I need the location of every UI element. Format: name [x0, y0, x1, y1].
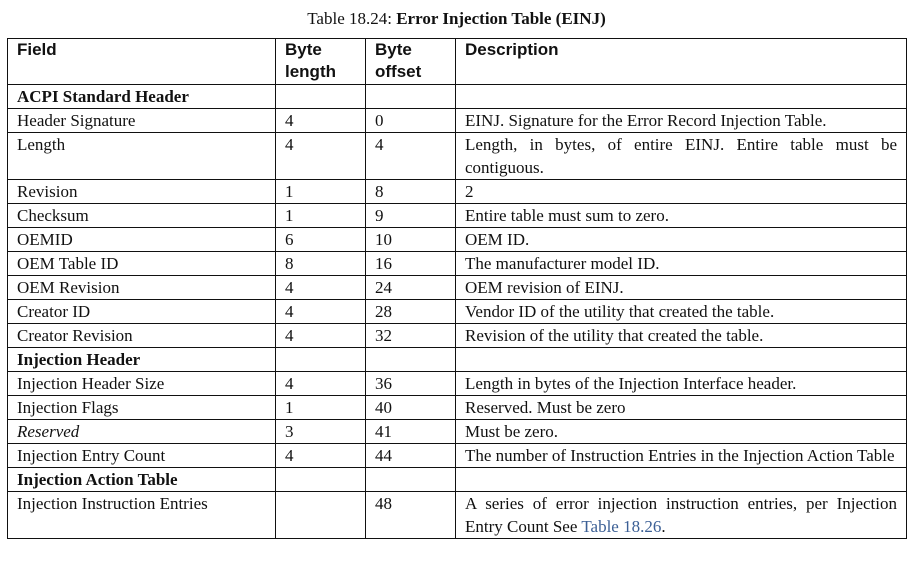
table-reference-link[interactable]: Table 18.26: [581, 517, 662, 536]
cell-length: 4: [276, 133, 366, 180]
cell-field: Header Signature: [8, 109, 276, 133]
cell-offset: 0: [366, 109, 456, 133]
cell-field: Creator Revision: [8, 324, 276, 348]
table-row: [8, 252, 907, 276]
cell-field: Injection Instruction Entries: [8, 492, 276, 539]
cell-desc: Entire table must sum to zero.: [456, 204, 907, 228]
table-row: [8, 204, 907, 228]
table-row: [8, 300, 907, 324]
cell-length: 4: [276, 276, 366, 300]
cell-length: 4: [276, 109, 366, 133]
cell-field: Revision: [8, 180, 276, 204]
cell-offset: 24: [366, 276, 456, 300]
cell-length: 1: [276, 180, 366, 204]
header-description: Description: [456, 39, 907, 85]
cell-offset: 8: [366, 180, 456, 204]
section-title: Injection Action Table: [8, 468, 276, 492]
cell-desc: EINJ. Signature for the Error Record Injection Table.: [456, 109, 907, 133]
cell-offset: 48: [366, 492, 456, 539]
cell-desc: OEM ID.: [456, 228, 907, 252]
header-row: [8, 39, 907, 85]
cell-field: OEMID: [8, 228, 276, 252]
cell-desc: OEM revision of EINJ.: [456, 276, 907, 300]
cell-field: Creator ID: [8, 300, 276, 324]
cell-field: Checksum: [8, 204, 276, 228]
table-row: [8, 109, 907, 133]
cell-desc: Must be zero.: [456, 420, 907, 444]
section-title: Injection Header: [8, 348, 276, 372]
cell-length: [276, 468, 366, 492]
cell-offset: 28: [366, 300, 456, 324]
table-row: [8, 324, 907, 348]
table-row: [8, 444, 907, 468]
cell-offset: 44: [366, 444, 456, 468]
cell-offset: 16: [366, 252, 456, 276]
caption-prefix: Table 18.24:: [307, 9, 397, 28]
table-row: [8, 133, 907, 180]
cell-field: Injection Entry Count: [8, 444, 276, 468]
cell-offset: 36: [366, 372, 456, 396]
cell-length: 3: [276, 420, 366, 444]
cell-length: 4: [276, 300, 366, 324]
table-row: [8, 396, 907, 420]
cell-field: Reserved: [8, 420, 276, 444]
cell-desc: 2: [456, 180, 907, 204]
cell-length: 4: [276, 444, 366, 468]
cell-offset: [366, 85, 456, 109]
cell-length: 1: [276, 396, 366, 420]
section-row: [8, 85, 907, 109]
cell-offset: [366, 468, 456, 492]
table-row: [8, 420, 907, 444]
cell-field: OEM Revision: [8, 276, 276, 300]
cell-length: 4: [276, 324, 366, 348]
cell-field: OEM Table ID: [8, 252, 276, 276]
einj-table: [7, 38, 907, 539]
cell-offset: 41: [366, 420, 456, 444]
cell-offset: 40: [366, 396, 456, 420]
cell-desc: [456, 468, 907, 492]
cell-desc: The manufacturer model ID.: [456, 252, 907, 276]
cell-desc: [456, 85, 907, 109]
table-row: [8, 276, 907, 300]
cell-desc: Reserved. Must be zero: [456, 396, 907, 420]
cell-field: Injection Flags: [8, 396, 276, 420]
header-byte-length: Byte length: [276, 39, 366, 85]
header-byte-offset: Byte offset: [366, 39, 456, 85]
table-row: [8, 228, 907, 252]
table-row: [8, 372, 907, 396]
cell-offset: [366, 348, 456, 372]
cell-desc: Length in bytes of the Injection Interface header.: [456, 372, 907, 396]
caption-title: Error Injection Table (EINJ): [396, 9, 606, 28]
cell-length: 8: [276, 252, 366, 276]
cell-desc: Length, in bytes, of entire EINJ. Entire table must be contiguous.: [456, 133, 907, 180]
cell-field: Length: [8, 133, 276, 180]
cell-desc: Vendor ID of the utility that created the table.: [456, 300, 907, 324]
cell-offset: 32: [366, 324, 456, 348]
cell-offset: 9: [366, 204, 456, 228]
section-row: [8, 348, 907, 372]
cell-desc: [456, 348, 907, 372]
desc-text-end: .: [661, 517, 666, 536]
table-row: [8, 492, 907, 539]
cell-offset: 10: [366, 228, 456, 252]
cell-length: 4: [276, 372, 366, 396]
cell-desc: The number of Instruction Entries in the Injection Action Table: [456, 444, 907, 468]
section-title: ACPI Standard Header: [8, 85, 276, 109]
cell-length: [276, 85, 366, 109]
header-field: Field: [8, 39, 276, 85]
section-row: [8, 468, 907, 492]
desc-text: A series of error injection instruction entries, per Injection Entry Count See: [465, 494, 897, 536]
cell-field: Injection Header Size: [8, 372, 276, 396]
cell-desc: [456, 492, 907, 539]
table-row: [8, 180, 907, 204]
cell-length: 6: [276, 228, 366, 252]
cell-offset: 4: [366, 133, 456, 180]
cell-length: [276, 348, 366, 372]
cell-desc: Revision of the utility that created the table.: [456, 324, 907, 348]
table-caption: [0, 9, 913, 29]
cell-length: [276, 492, 366, 539]
cell-length: 1: [276, 204, 366, 228]
